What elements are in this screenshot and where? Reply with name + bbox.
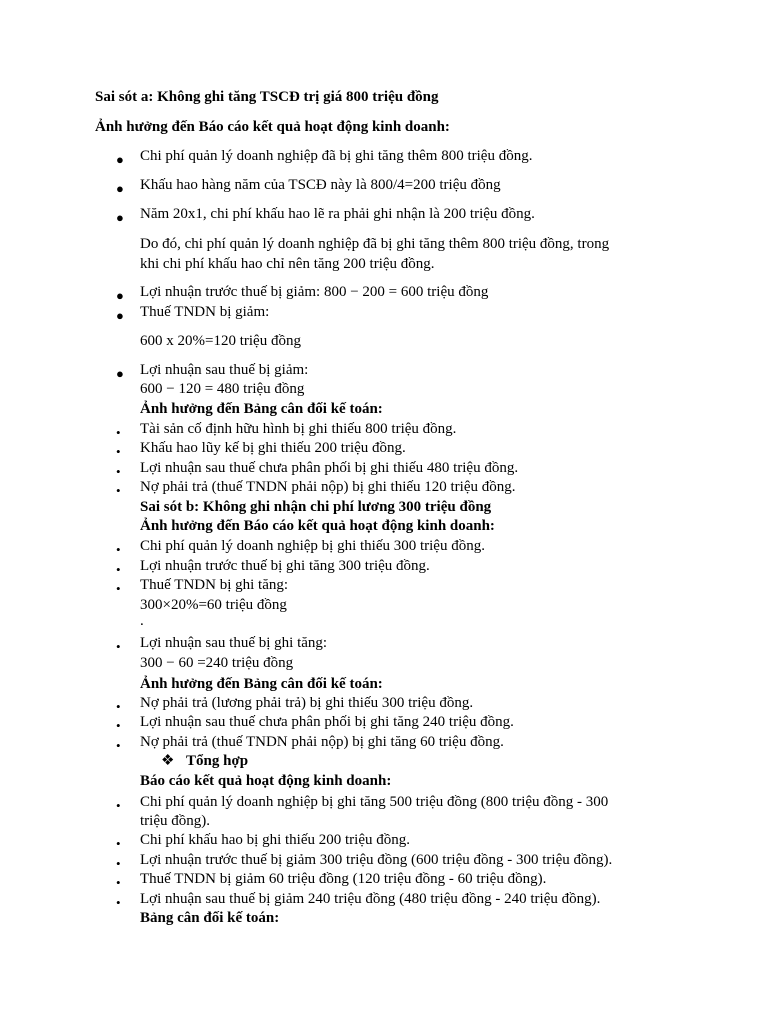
paragraph-line: khi chi phí khấu hao chỉ nên tăng 200 triệu đồng.: [140, 256, 435, 272]
bullet-icon: •: [116, 798, 121, 813]
bullet-icon: •: [116, 464, 121, 479]
list-item: Tài sản cố định hữu hình bị ghi thiếu 800 triệu đồng.: [140, 421, 457, 437]
formula-line: 600 x 20%=120 triệu đồng: [140, 333, 301, 349]
list-item: Chi phí quản lý doanh nghiệp bị ghi tăng 500 triệu đồng (800 triệu đồng - 300: [140, 794, 609, 810]
bullet-icon: ●: [116, 308, 124, 323]
list-item: Khấu hao lũy kế bị ghi thiếu 200 triệu đồng.: [140, 440, 406, 456]
heading-error-b: Sai sót b: Không ghi nhận chi phí lương 300 triệu đồng: [140, 499, 492, 515]
list-item: Lợi nhuận sau thuế bị giảm 240 triệu đồng (480 triệu đồng - 240 triệu đồng).: [140, 891, 601, 907]
list-item: Năm 20x1, chi phí khấu hao lẽ ra phải ghi nhận là 200 triệu đồng.: [140, 206, 535, 222]
list-item-continuation: triệu đồng).: [140, 813, 210, 829]
list-item: Thuế TNDN bị giảm 60 triệu đồng (120 triệu đồng - 60 triệu đồng).: [140, 871, 547, 887]
diamond-bullet-icon: ❖: [161, 753, 175, 769]
subheading-summary-income: Báo cáo kết quả hoạt động kinh doanh:: [140, 773, 392, 789]
subheading-balance-sheet-b: Ảnh hưởng đến Bảng cân đối kế toán:: [140, 676, 383, 692]
period-line: .: [140, 613, 144, 629]
list-item: Thuế TNDN bị ghi tăng:: [140, 577, 289, 593]
heading-error-a: Sai sót a: Không ghi tăng TSCĐ trị giá 800 triệu đồng: [95, 89, 439, 105]
list-item: Nợ phải trả (lương phải trả) bị ghi thiếu 300 triệu đồng.: [140, 695, 474, 711]
bullet-icon: ●: [116, 288, 124, 303]
formula-line: 600 − 120 = 480 triệu đồng: [140, 381, 305, 397]
paragraph-line: Do đó, chi phí quản lý doanh nghiệp đã bị ghi tăng thêm 800 triệu đồng, trong: [140, 236, 610, 252]
list-item: Thuế TNDN bị giảm:: [140, 304, 270, 320]
formula-line: 300 − 60 =240 triệu đồng: [140, 655, 294, 671]
subheading-summary-balance: Bảng cân đối kế toán:: [140, 910, 280, 926]
list-item: Lợi nhuận sau thuế bị ghi tăng:: [140, 635, 328, 651]
list-item: Lợi nhuận sau thuế chưa phân phối bị ghi tăng 240 triệu đồng.: [140, 714, 514, 730]
list-item: Lợi nhuận trước thuế bị giảm 300 triệu đồng (600 triệu đồng - 300 triệu đồng).: [140, 852, 613, 868]
list-item: Lợi nhuận sau thuế chưa phân phối bị ghi thiếu 480 triệu đồng.: [140, 460, 519, 476]
formula-line: 300×20%=60 triệu đồng: [140, 597, 287, 613]
list-item: Nợ phải trả (thuế TNDN phải nộp) bị ghi tăng 60 triệu đồng.: [140, 734, 504, 750]
subheading-income-statement-b: Ảnh hưởng đến Báo cáo kết quả hoạt động kinh doanh:: [140, 518, 495, 534]
bullet-icon: •: [116, 738, 121, 753]
bullet-icon: •: [116, 639, 121, 654]
list-item: Khấu hao hàng năm của TSCĐ này là 800/4=200 triệu đồng: [140, 177, 501, 193]
list-item: Chi phí quản lý doanh nghiệp đã bị ghi tăng thêm 800 triệu đồng.: [140, 148, 533, 164]
bullet-icon: ●: [116, 210, 124, 225]
bullet-icon: •: [116, 836, 121, 851]
list-item: Lợi nhuận sau thuế bị giảm:: [140, 362, 309, 378]
list-item: Chi phí quản lý doanh nghiệp bị ghi thiếu 300 triệu đồng.: [140, 538, 485, 554]
bullet-icon: ●: [116, 152, 124, 167]
list-item: Lợi nhuận trước thuế bị giảm: 800 − 200 = 600 triệu đồng: [140, 284, 489, 300]
subheading-income-statement-a: Ảnh hưởng đến Báo cáo kết quả hoạt động kinh doanh:: [95, 119, 450, 135]
heading-summary: Tổng hợp: [186, 753, 249, 769]
subheading-balance-sheet-a: Ảnh hưởng đến Bảng cân đối kế toán:: [140, 401, 383, 417]
bullet-icon: ●: [116, 181, 124, 196]
bullet-icon: •: [116, 542, 121, 557]
bullet-icon: •: [116, 425, 121, 440]
bullet-icon: •: [116, 718, 121, 733]
bullet-icon: •: [116, 483, 121, 498]
list-item: Nợ phải trả (thuế TNDN phải nộp) bị ghi thiếu 120 triệu đồng.: [140, 479, 516, 495]
bullet-icon: •: [116, 444, 121, 459]
bullet-icon: •: [116, 562, 121, 577]
list-item: Chi phí khấu hao bị ghi thiếu 200 triệu đồng.: [140, 832, 410, 848]
bullet-icon: •: [116, 875, 121, 890]
bullet-icon: •: [116, 895, 121, 910]
list-item: Lợi nhuận trước thuế bị ghi tăng 300 triệu đồng.: [140, 558, 430, 574]
bullet-icon: •: [116, 581, 121, 596]
bullet-icon: •: [116, 699, 121, 714]
bullet-icon: •: [116, 856, 121, 871]
bullet-icon: ●: [116, 366, 124, 381]
